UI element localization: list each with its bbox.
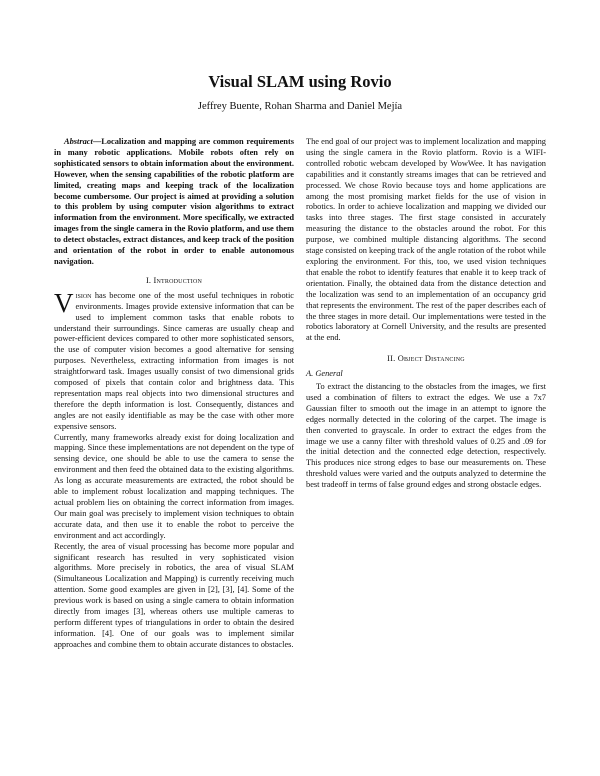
abstract-text: —Localization and mapping are common requirements in many robotic applications. Mobile robots often rely on sophisticated sensors to obtain information about the environment. However, when the sensing capabilities of the robotic platform are limited, creating maps and keeping track of the localization become cumbersome. Our project is aimed at providing a solution to this problem by using computer vision algorithms to extract information from the environment. More specifically, we extracted images from the single camera in the Rovio platform, and use them to detect obstacles, extract distances, and keep track of the position and orientation of the robot in order to enable autonomous navigation. (54, 137, 294, 266)
intro-paragraph-2: Currently, many frameworks already exist for doing localization and mapping. Since these implementations are not dependent on the type of sensing device, one should be able to use the camera to sense the environment and then feed the obtained data to the existing algorithms. As long as accurate measurements are extracted, the robot should be able to implement robust localization and mapping techniques. The actual problem lies on obtaining the correct information from images. Our main goal was precisely to implement vision techniques to obtain accurate data, and then use it to enable the robot to perceive the environment and act accordingly. (54, 432, 294, 540)
subsection-letter: A. (306, 369, 314, 379)
section-title: Introduction (153, 275, 203, 285)
subsection-title: General (315, 369, 343, 379)
intro-paragraph-1 (54, 287, 294, 433)
section-heading-object-distancing (306, 354, 546, 365)
intro-paragraph-3: Recently, the area of visual processing has become more popular and significant research has resulted in very sophisticated vision algorithms. More precisely in robotics, the area of visual SLAM (Simultaneous Localization and Mapping) is currently receiving much attention. Some good examples are given in [2], [3], [4]. Some of the previous work is based on using a single camera to obtain information directly from images [3], whereas others use multiple cameras to perform different types of triangulations in order to obtain the desired information. [4]. One of our goals was to implement similar approaches and combine them to obtain accurate distances to obstacles. (54, 541, 294, 649)
abstract (54, 137, 294, 268)
section-number: I. (145, 275, 152, 285)
intro-paragraph-1-text: has become one of the most useful techniques in robotic environments. Images provide extensive information that can be used to implement common tasks that enable robots to understand their surroundings. Since cameras are usually cheap and power-efficient devices compared to other more sophisticated sensors, the use of computer vision becomes a good alternative for sensing purposes. Nevertheless, extracting information from images is not straightforward task. Images usually consist of two dimensional grids composed of pixels that contain color and brightness data. This representation maps real objects into two dimensional structures and therefore the depth information is lost. Consequently, distances and angles are not easily identifiable as may be the case with other more expensive sensors. (54, 290, 294, 431)
section-number: II. (387, 354, 396, 364)
paper-authors: Jeffrey Buente, Rohan Sharma and Daniel Mejía (197, 101, 403, 112)
drop-cap-rest: ision (75, 290, 92, 300)
section-title: Object Distancing (397, 354, 465, 364)
drop-cap: V (54, 287, 74, 318)
intro-paragraph-4: The end goal of our project was to implement localization and mapping using the single camera in the Rovio platform. Rovio is a WIFI-controlled robotic webcam developed by WowWee. It has navigation capabilities and it constantly streams images that can be retrieved and processed. We chose Rovio because toys and home applications are among the most promising market fields for the use of vision in robotics. In order to achieve localization and mapping we divided our tasks into three stages. The first stage consisted in accurately measuring the distance to the obstacles around the robot. For this purpose, we combined multiple distancing algorithms. The second stage consisted on keeping track of the angle rotation of the robot while exploring the environment. For this, too, we used vision techniques that enable the robot to identify features that enable it to keep track of orientation. Finally, the obtained data from the distance detection and the localization was send to an implementation of an occupancy grid that represents the environment. The rest of the paper describes each of the three stages in more detail. Our implementations were tested in the robotics laboratory at Cornell University, and the results are presented at the end. (306, 137, 547, 343)
paper-title: Visual SLAM using Rovio (208, 72, 392, 91)
section-heading-introduction (54, 276, 294, 287)
abstract-lead: Abstract (64, 137, 93, 146)
distancing-paragraph-1: To extract the distancing to the obstacles from the images, we first used a combination of filters to extract the edges. We use a 7x7 Gaussian filter to smooth out the image in an attempt to ignore the edges normally detected in the coloring of the carpet. The image is then converted to grayscale. In order to extract the edges from the image we use a canny filter with threshold values of 0.25 and .09 for the initial detection and the connected edge detection, respectively. This produces nice strong edges to base our measurements on. These threshold values were varied and the outputs analyzed to determine the best tradeoff in terms of false ground edges and strong obstacle edges. (306, 382, 546, 490)
left-column (54, 137, 294, 651)
right-column (306, 137, 546, 491)
subsection-heading-general (306, 369, 546, 380)
